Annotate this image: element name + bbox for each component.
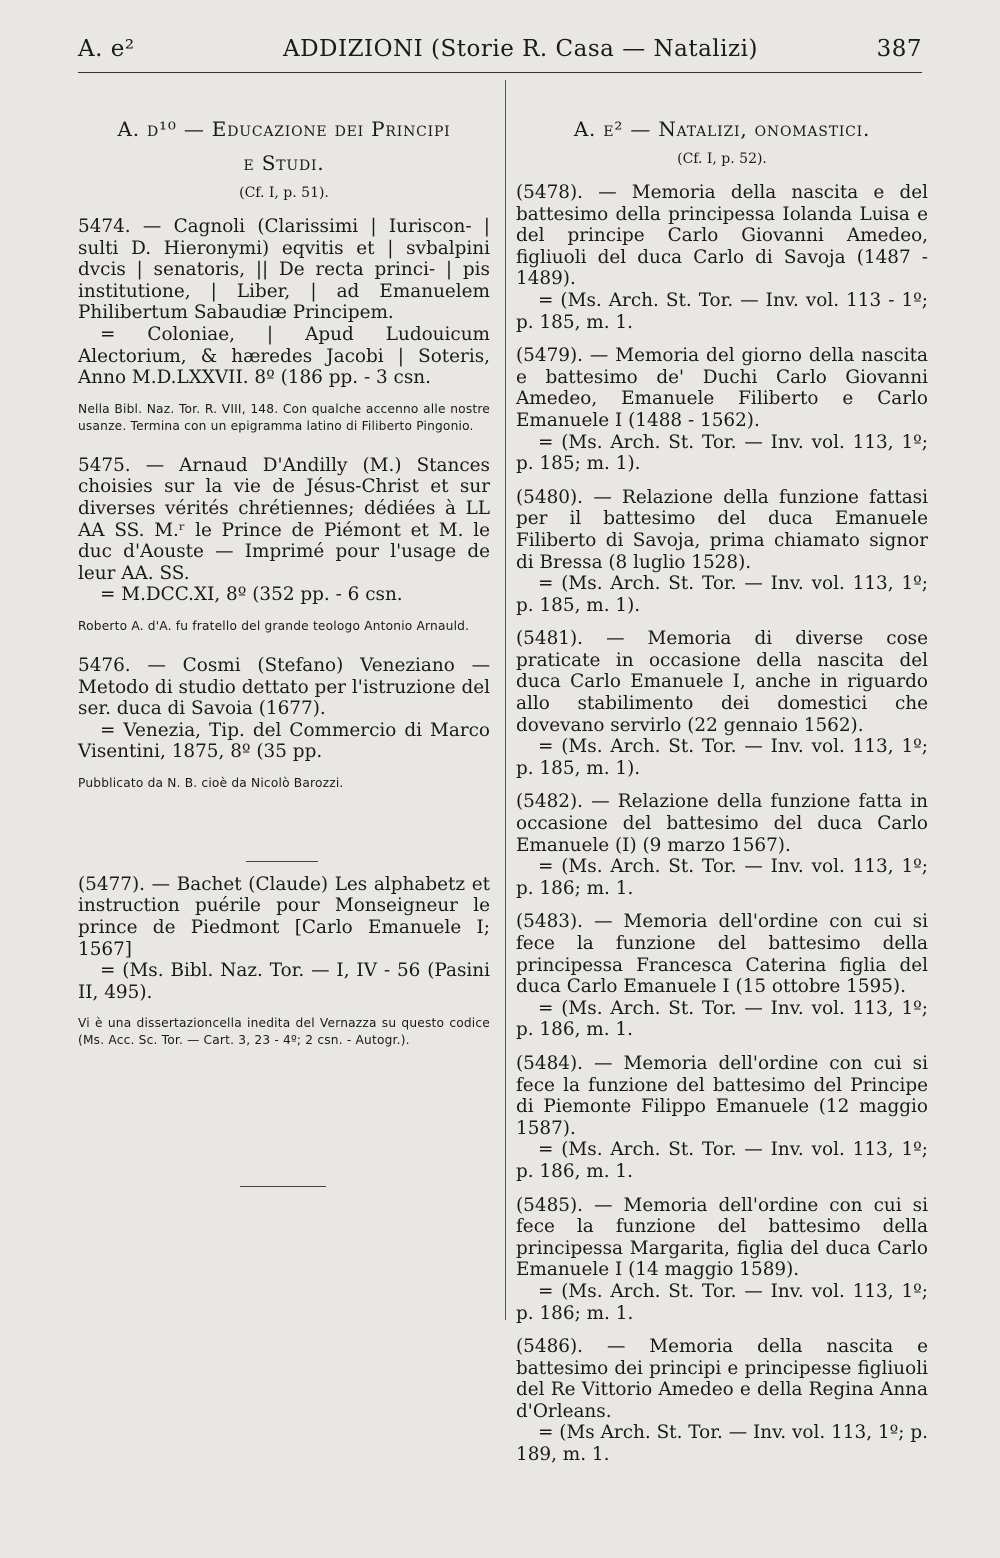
entry-text: (5486). — Memoria della nascita e battesimo dei principi e principesse figliuoli del Re Vittorio Amedeo e della Regina Anna d'Orleans. (516, 1336, 928, 1422)
bibliography-entry (516, 487, 928, 617)
entry-note: Pubblicato da N. B. cioè da Nicolò Barozzi. (78, 775, 344, 790)
entry-imprint: = (Ms. Arch. St. Tor. — Inv. vol. 113, 1º; p. 186, m. 1. (516, 1139, 928, 1182)
entry-text: (5481). — Memoria di diverse cose praticate in occasione della nascita del duca Carlo Emanuele I, anche in riguardo allo stabilimento dei domestici che dovevano servirlo (22 gennaio 1562). (516, 628, 928, 736)
entry-text: (5484). — Memoria dell'ordine con cui si fece la funzione del battesimo del Principe di Piemonte Filippo Emanuele (12 maggio 1587). (516, 1052, 928, 1139)
left-column (78, 112, 490, 1069)
section-title: A. e² — Natalizi, onomastici. (573, 117, 871, 141)
entry-text: (5479). — Memoria del giorno della nascita e battesimo de' Duchi Carlo Giovanni Amedeo, Emanuele Filiberto e Carlo Emanuele I (1488 - 1562). (516, 345, 928, 431)
cross-reference: (Cf. I, p. 52). (677, 151, 767, 167)
bibliography-entry (78, 455, 490, 606)
entry-note: Vi è una dissertazioncella inedita del Vernazza su questo codice (Ms. Acc. Sc. Tor. — Cart. 3, 23 - 4º; 2 csn. - Autogr.). (78, 1016, 490, 1048)
section-title-continued: e Studi. (243, 151, 325, 175)
bibliography-entry (516, 1336, 928, 1466)
entry-note: Nella Bibl. Naz. Tor. R. VIII, 148. Con qualche accenno alle nostre usanze. Termina con un epigramma latino di Filiberto Pingonio. (78, 401, 490, 433)
bibliography-entry (516, 1195, 928, 1325)
page-header (78, 36, 922, 70)
bibliography-entry (516, 182, 928, 333)
separator-rule (246, 861, 318, 862)
entry-imprint: = M.DCC.XI, 8º (352 pp. - 6 csn. (100, 584, 403, 606)
entry-text: (5483). — Memoria dell'ordine con cui si fece la funzione del battesimo della principessa Francesca Caterina figlia del duca Carlo Emanuele I (15 ottobre 1595). (516, 911, 928, 998)
bibliography-entry (516, 628, 928, 779)
entry-imprint: = (Ms. Arch. St. Tor. — Inv. vol. 113 - 1º; p. 185, m. 1. (516, 289, 928, 333)
entry-imprint: = (Ms. Arch. St. Tor. — Inv. vol. 113, 1º; p. 186; m. 1. (516, 856, 928, 899)
bibliography-entry (78, 874, 490, 1004)
column-divider (505, 80, 506, 1320)
header-running-title: ADDIZIONI (Storie R. Casa — Natalizi) (283, 36, 758, 62)
entry-text: (5482). — Relazione della funzione fatta in occasione del battesimo del duca Carlo Emanuele (I) (9 marzo 1567). (516, 791, 928, 856)
bibliography-entry (516, 345, 928, 475)
entry-imprint: = (Ms. Arch. St. Tor. — Inv. vol. 113, 1º; p. 186, m. 1. (516, 997, 928, 1041)
bibliography-entry (78, 655, 490, 763)
entry-text: 5474. — Cagnoli (Clarissimi | Iuriscon- | sulti D. Hieronymi) eqvitis et | svbalpini dvcis | senatoris, || De recta princi- | pis institutione, | Liber, | ad Emanuelem Philibertum Sabaudiæ Principem. (78, 216, 490, 324)
header-rule (78, 72, 922, 73)
entry-text: (5480). — Relazione della funzione fattasi per il battesimo del duca Emanuele Filiberto di Savoja, prima chiamato signor di Bressa (8 luglio 1528). (516, 486, 928, 573)
bibliography-entry (516, 791, 928, 899)
entry-text: (5485). — Memoria dell'ordine con cui si fece la funzione del battesimo della principessa Margarita, figlia del duca Carlo Emanuele I (14 maggio 1589). (516, 1194, 928, 1281)
bibliography-entry (516, 911, 928, 1041)
entry-note: Roberto A. d'A. fu fratello del grande teologo Antonio Arnauld. (78, 618, 470, 633)
page-number: 387 (876, 36, 922, 62)
entry-imprint: = Coloniae, | Apud Ludouicum Alectorium, & hæredes Jacobi | Soteris, Anno M.D.LXXVII. 8º (186 pp. - 3 csn. (78, 323, 490, 389)
bibliography-entry (516, 1053, 928, 1183)
entry-text: 5475. — Arnaud D'Andilly (M.) Stances choisies sur la vie de Jésus-Christ et sur diverses vérités chrétiennes; dédiées à LL AA SS. M.ʳ le Prince de Piémont et M. le duc d'Aouste — Imprimé pour l'usage de leur AA. SS. (78, 454, 490, 584)
section-title: A. d¹⁰ — Educazione dei Principi (117, 117, 451, 141)
bibliography-entry (78, 216, 490, 389)
entry-imprint: = (Ms. Arch. St. Tor. — Inv. vol. 113, 1º; p. 185, m. 1). (516, 736, 928, 779)
entry-text: (5478). — Memoria della nascita e del battesimo della principessa Iolanda Luisa e del principe Carlo Giovanni Amedeo, figliuoli del duca Carlo di Savoja (1487 - 1489). (516, 182, 928, 290)
right-column (516, 112, 928, 1478)
entry-imprint: = (Ms. Arch. St. Tor. — Inv. vol. 113, 1º; p. 185, m. 1). (516, 573, 928, 616)
entry-text: (5477). — Bachet (Claude) Les alphabetz et instruction puérile pour Monseigneur le prince de Piedmont [Carlo Emanuele I; 1567] (78, 873, 490, 960)
entry-imprint: = (Ms. Arch. St. Tor. — Inv. vol. 113, 1º; p. 185; m. 1). (516, 431, 928, 475)
end-rule (240, 1186, 326, 1187)
entry-imprint: = Venezia, Tip. del Commercio di Marco Visentini, 1875, 8º (35 pp. (78, 719, 490, 763)
header-section-code: A. e² (78, 36, 135, 62)
cross-reference: (Cf. I, p. 51). (239, 185, 329, 201)
entry-imprint: = (Ms. Arch. St. Tor. — Inv. vol. 113, 1º; p. 186; m. 1. (516, 1280, 928, 1324)
entry-imprint: = (Ms. Bibl. Naz. Tor. — I, IV - 56 (Pasini II, 495). (78, 960, 490, 1003)
entry-text: 5476. — Cosmi (Stefano) Veneziano — Metodo di studio dettato per l'istruzione del ser. duca di Savoia (1677). (78, 654, 490, 720)
entry-imprint: = (Ms Arch. St. Tor. — Inv. vol. 113, 1º; p. 189, m. 1. (516, 1422, 928, 1466)
separator-space (78, 812, 490, 874)
